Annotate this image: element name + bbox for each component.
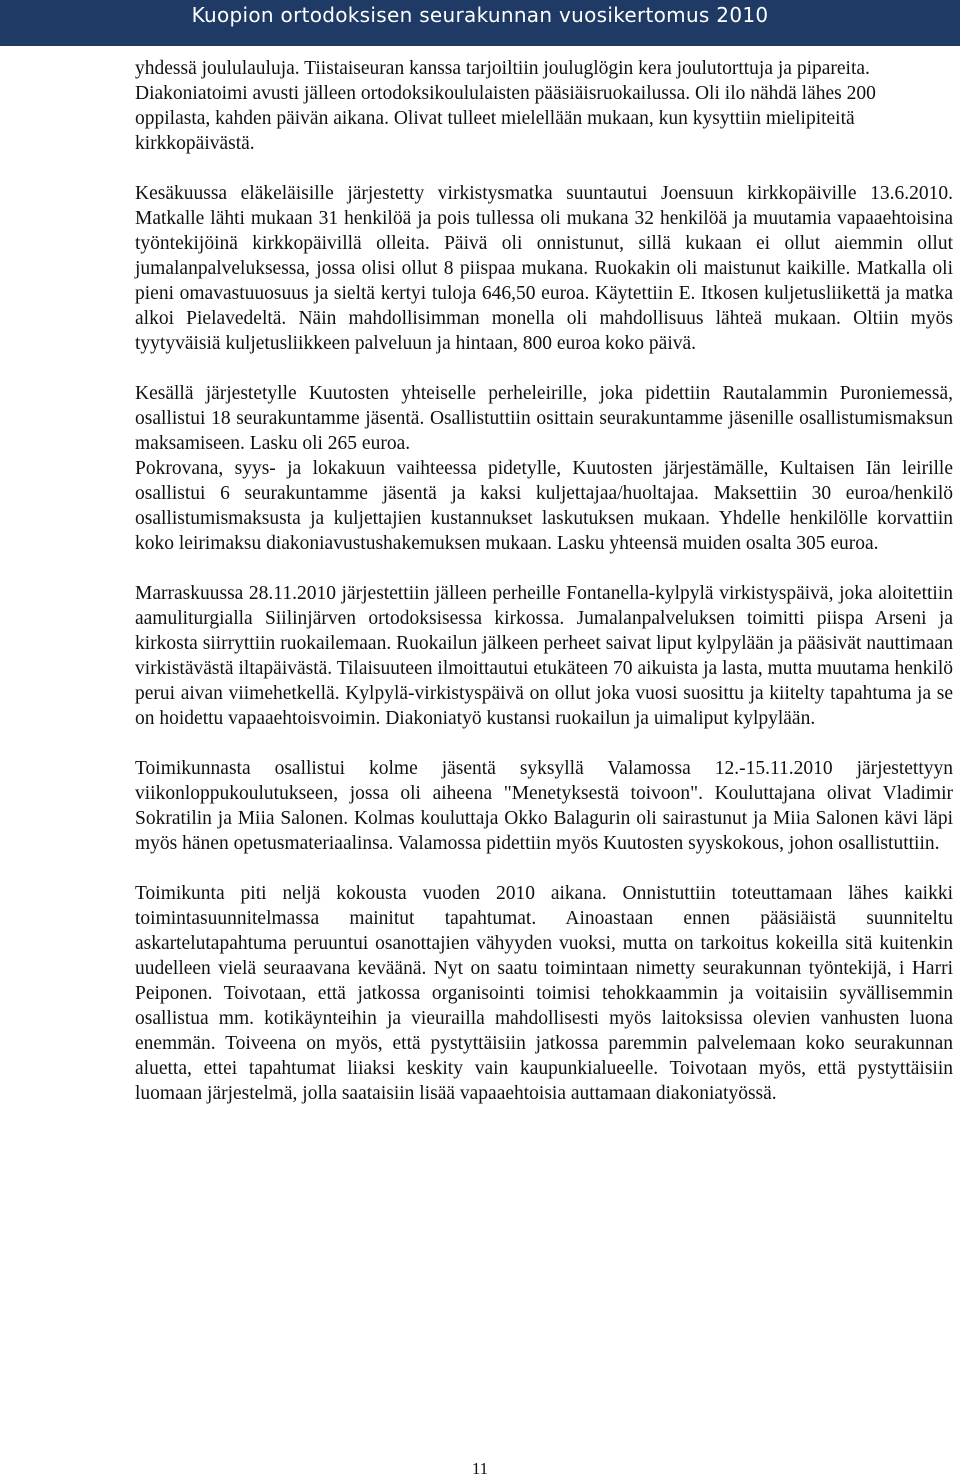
paragraph-easter-meal: Diakoniatoimi avusti jälleen ortodoksikoululaisten pääsiäisruokailussa. Oli ilo nähdä lähes 200 oppilasta, kahden päivän aikana. Olivat tulleet mielellään mukaan, kun kysyttiin mielipiteitä kirkkopäivästä. bbox=[135, 83, 876, 154]
paragraph-spa-day: Marraskuussa 28.11.2010 järjestettiin jälleen perheille Fontanella-kylpylä virkistyspäivä, joka aloitettiin aamuliturgialla Siilinjärven ortodoksisessa kirkossa. Jumalanpalveluksen toimitti piispa Arseni ja kirkosta siirryttiin ruokailemaan. Ruokailun jälkeen perheet saivat liput kylpylään ja pääsivät nauttimaan virkistävästä iltapäivästä. Tilaisuuteen ilmoittautui etukäteen 70 aikuista ja lasta, mutta muutama henkilö perui aivan viimehetkellä. Kylpylä-virkistyspäivä on ollut joka vuosi suosittu ja kiitelty tapahtuma ja se on hoidettu vapaaehtoisvoimin. Diakoniatyö kustansi ruokailun ja uimaliput kylpylään. bbox=[135, 583, 953, 729]
page-header bbox=[0, 0, 960, 46]
paragraph-committee-summary: Toimikunta piti neljä kokousta vuoden 2010 aikana. Onnistuttiin toteuttamaan lähes kaikki toimintasuunnitelmassa mainitut tapahtumat. Ainoastaan ennen pääsiäistä suunniteltu askartelutapahtuma peruuntui osanottajien vähyyden vuoksi, mutta on tarkoitus kokeilla sitä kuitenkin uudelleen vielä seuraavana keväänä. Nyt on saatu toimintaan nimetty seurakunnan työntekijä, i Harri Peiponen. Toivotaan, että jatkossa organisointi toimisi tehokkaammin ja voitaisiin syvällisemmin osallistua mm. kotikäynteihin ja vieurailla mahdollisesti myös laitoksissa olevien vanhusten luona enemmän. Toiveena on myös, että pystyttäisiin jatkossa paremmin palvelemaan koko seurakunnan aluetta, ettei tapahtumat liiaksi keskity vain kaupunkialueelle. Toivotaan myös, että pystyttäisiin luomaan järjestelmä, jolla saataisiin lisää vapaaehtoisia auttamaan diakoniatyössä. bbox=[135, 883, 953, 1104]
paragraph-carols: yhdessä joululauluja. Tiistaiseuran kanssa tarjoiltiin jouluglögin kera joulutorttuja ja pipareita. bbox=[135, 58, 870, 79]
paragraph-recreation-trip: Kesäkuussa eläkeläisille järjestetty virkistysmatka suuntautui Joensuun kirkkopäiville 13.6.2010. Matkalle lähti mukaan 31 henkilöä ja pois tullessa oli mukana 32 henkilöä ja muutamia vapaaehtoisina työntekijöinä kirkkopäivillä olleita. Päivä oli onnistunut, sillä kukaan ei ollut aiemmin ollut jumalanpalveluksessa, jossa olisi ollut 8 piispaa mukana. Ruokakin oli maistunut kaikille. Matkalla oli pieni omavastuuosuus ja sieltä kertyi tuloja 646,50 euroa. Käytettiin E. Itkosen kuljetusliikettä ja matka alkoi Pielavedeltä. Näin mahdollisimman monella oli mahdollisuus lähteä mukaan. Oltiin myös tyytyväisiä kuljetusliikkeen palveluun ja hintaan, 800 euroa koko päivä. bbox=[135, 183, 953, 354]
paragraph-family-camp: Kesällä järjestetylle Kuutosten yhteiselle perheleirille, joka pidettiin Rautalammin Puroniemessä, osallistui 18 seurakuntamme jäsentä. Osallistuttiin osittain seurakuntamme jäsenille osallistumismaksun maksamiseen. Lasku oli 265 euroa. bbox=[135, 383, 953, 454]
page-body bbox=[135, 56, 953, 1106]
paragraph-valamo-training: Toimikunnasta osallistui kolme jäsentä syksyllä Valamossa 12.-15.11.2010 järjestettyyn viikonloppukoulutukseen, jossa oli aiheena "Menetyksestä toivoon". Kouluttajana olivat Vladimir Sokratilin ja Miia Salonen. Kolmas kouluttaja Okko Balagurin oli sairastunut ja Miia Salonen kävi läpi myös hänen opetusmateriaalinsa. Valamossa pidettiin myös Kuutosten syyskokous, johon osallistuttiin. bbox=[135, 758, 953, 854]
header-title: Kuopion ortodoksisen seurakunnan vuosikertomus 2010 bbox=[191, 3, 769, 27]
page-footer bbox=[0, 1458, 960, 1480]
page-number: 11 bbox=[471, 1459, 489, 1478]
paragraph-golden-age-camp: Pokrovana, syys- ja lokakuun vaihteessa pidetylle, Kuutosten järjestämälle, Kultaisen Iän leirille osallistui 6 seurakuntamme jäsentä ja kaksi kuljettajaa/huoltajaa. Maksettiin 30 euroa/henkilö osallistumismaksusta ja kuljettajien kustannukset laskutuksen mukaan. Yhdelle henkilölle korvattiin koko leirimaksu diakoniavustushakemuksen mukaan. Lasku yhteensä muiden osalta 305 euroa. bbox=[135, 458, 953, 554]
